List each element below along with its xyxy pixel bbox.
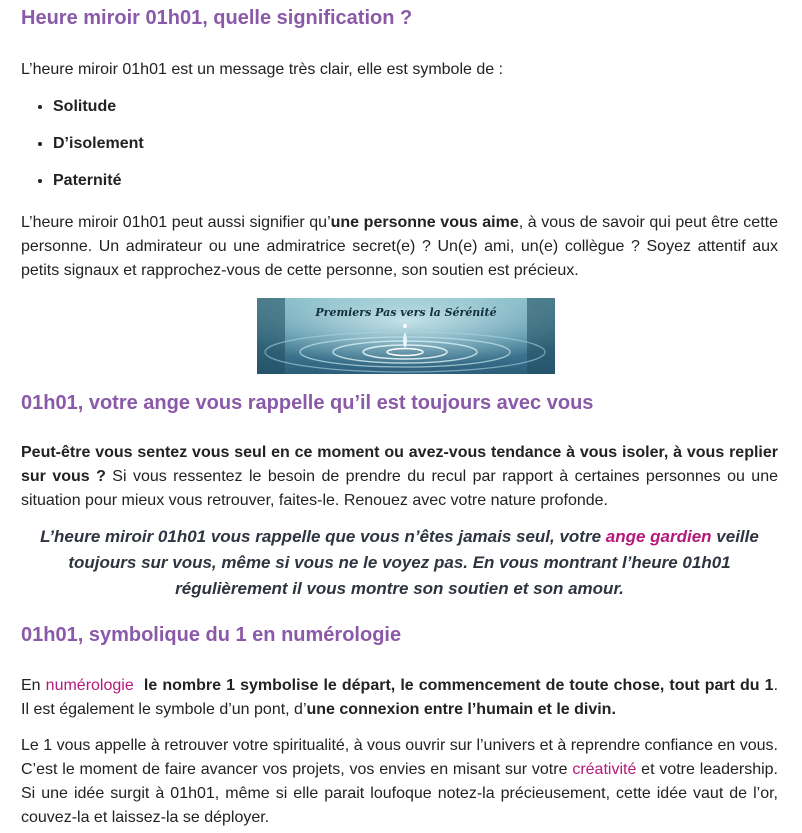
angel-quote — [21, 524, 778, 602]
bold-text: Peut-être vous sentez vous seul en ce moment ou avez-vous tendance à vous isoler, à vous replier sur vous ? — [21, 444, 778, 485]
numerologie-link[interactable]: numérologie — [45, 677, 134, 694]
text-span: Si vous ressentez le besoin de prendre du recul par rapport à certaines personnes ou une situation pour mieux vous retrouver, faites-le. Renouez avec votre nature profonde. — [21, 468, 779, 509]
list-item: • D’isolement — [53, 132, 144, 156]
love-paragraph — [21, 211, 778, 283]
bold-text: une personne vous aime — [330, 214, 519, 231]
spirituality-paragraph — [21, 734, 778, 830]
heading-signification: Heure miroir 01h01, quelle signification ? — [21, 7, 413, 29]
serenite-banner-image — [257, 298, 555, 374]
symbol-list — [21, 95, 144, 193]
text-span: L’heure miroir 01h01 vous rappelle que vous n’êtes jamais seul, votre — [40, 527, 606, 546]
text-span: . Il est également le symbole d’un pont, d’ — [21, 677, 779, 718]
banner-caption: Premiers Pas vers la Sérénité — [315, 306, 497, 319]
list-item: • Solitude — [53, 95, 144, 119]
list-item: • Paternité — [53, 169, 144, 193]
text-span: veille toujours sur vous, même si vous ne le voyez pas. En vous montrant l’heure 01h01 régulièrement il vous montre son soutien et son amour. — [68, 527, 759, 598]
heading-numerologie: 01h01, symbolique du 1 en numérologie — [21, 624, 402, 646]
bold-text: le nombre 1 symbolise le départ, le commencement de toute chose, tout part du 1 — [133, 677, 774, 694]
intro-paragraph: L’heure miroir 01h01 est un message très clair, elle est symbole de : — [21, 61, 504, 78]
text-span: , à vous de savoir qui peut être cette personne. Un admirateur ou une admiratrice secret(e) ? Un(e) ami, un(e) collègue ? Soyez attentif aux petits signaux et rapprochez-vous de cette personne, son soutien est précieux. — [21, 214, 778, 279]
ange-gardien-link[interactable]: ange gardien — [605, 527, 712, 546]
text-span: L’heure miroir 01h01 peut aussi signifier qu’ — [21, 214, 331, 231]
heading-ange: 01h01, votre ange vous rappelle qu’il est toujours avec vous — [21, 392, 594, 414]
text-span: En — [21, 677, 46, 694]
numerology-paragraph — [21, 674, 778, 722]
text-span: et votre leadership. Si une idée surgit à 01h01, même si elle parait loufoque notez-la précieusement, cette idée vaut de l’or, couvez-la et laissez-la se déployer. — [21, 761, 779, 826]
creativite-link[interactable]: créativité — [572, 761, 637, 778]
text-span: Le 1 vous appelle à retrouver votre spiritualité, à vous ouvrir sur l’univers et à reprendre confiance en vous. C’est le moment de faire avancer vos projets, vos envies en misant sur votre — [21, 737, 778, 778]
isolation-paragraph — [21, 441, 778, 513]
bold-text: une connexion entre l’humain et le divin. — [306, 701, 616, 718]
